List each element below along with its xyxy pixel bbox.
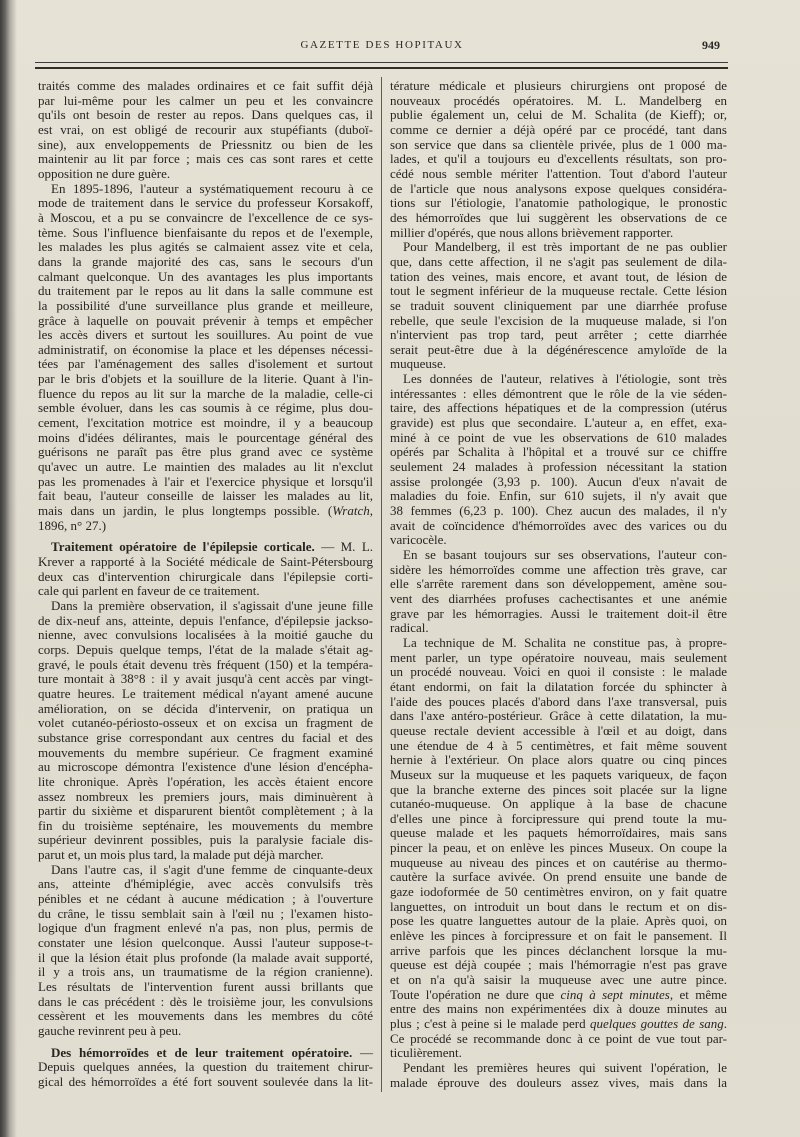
text-line: vent des diarrhées profuses cachectisantes et une anémie	[390, 590, 727, 606]
text-line: queuse rectale devient accessible à l'œil et au doigt, dans	[390, 722, 727, 738]
text-line: 1896, n° 27.)	[38, 517, 107, 533]
text-line: dans l'axe antéro-postérieur. Grâce à cette dilatation, la mu-	[390, 708, 727, 724]
text-line	[38, 504, 373, 519]
text-line: ment parler, un type opératoire nouveau, mais seulement	[390, 649, 727, 665]
text-line: Les données de l'auteur, relatives à l'étiologie, sont très	[403, 371, 727, 387]
text-line: cautère la surface avivée. On prend ensuite une bande de	[390, 869, 727, 885]
paragraph	[38, 599, 373, 863]
text-line: 38 femmes (6,23 p. 100). Chez aucun des malades, il n'y	[390, 503, 727, 519]
text-line: il que la lésion était plus profonde (la malade avait supporté,	[38, 949, 373, 965]
text-line: étant endormi, on fait la dilatation forcée du sphincter à	[390, 678, 727, 694]
text-line: maladies du foie. Enfin, sur 610 sujets, il n'y avait que	[390, 488, 727, 504]
text-line: logique d'un fragment enlevé n'a pas, non plus, permis de	[38, 920, 373, 936]
text-line: de l'article que nous analysons expose quelques considéra-	[390, 180, 727, 196]
text-segment: plus ; c'est à peine si le malade perd	[390, 1016, 590, 1031]
text-line: Dans la première observation, il s'agissait d'une jeune fille	[51, 597, 373, 613]
text-line: Les résultats de l'intervention furent aussi brillants que	[38, 979, 373, 995]
text-line: gauche revinrent peu à peu.	[38, 1023, 182, 1038]
text-line: se traduit souvent cliniquement par une diarrhée profuse	[390, 297, 727, 313]
text-line: qu'ils ont besoin de rester au repos. Dans quelques cas, il	[38, 107, 373, 123]
text-line: tème. Sous l'influence bienfaisante du repos et de l'exemple,	[38, 224, 373, 240]
text-segment: .	[723, 1016, 728, 1031]
text-line: semble évoluer, dans les cas soumis à ce régime, plus dou-	[38, 400, 373, 416]
text-line: les accès divers et surtout les souillures. Au point de vue	[38, 327, 373, 343]
text-line: nouveaux procédés opératoires. M. L. Mandelberg en	[390, 92, 727, 108]
paragraph	[38, 79, 373, 182]
text-line: constater une lésion quelconque. Aussi l'auteur suppose-t-	[38, 935, 373, 951]
text-line: grâce à laquelle on pouvait prévenir à temps et empêcher	[38, 312, 373, 328]
text-line: Ce procédé se recommande donc à ce point de vue tout par-	[390, 1030, 727, 1046]
text-line: La technique de M. Schalita ne constitue pas, à propre-	[403, 634, 727, 650]
text-line: Pour Mandelberg, il est très important de ne pas oublier	[403, 239, 727, 255]
text-line: que, dans cette affection, il ne s'agit pas seulement de dila-	[390, 253, 727, 269]
text-line: partir du sixième et disparurent bientôt complètement ; à la	[38, 803, 373, 819]
paragraph	[38, 540, 373, 599]
text-line: par lui-même pour les calmer un peu et les convaincre	[38, 92, 373, 108]
text-line: gravé, le pouls était devenu très fréquent (150) et la tempéra-	[38, 656, 373, 672]
text-line: serait peut-être due à la dégénérescence amyloïde de la	[390, 341, 727, 357]
text-line: la possibilité d'une surveillance plus grande et meilleure,	[38, 297, 373, 313]
text-line: de dix-neuf ans, atteinte, depuis l'enfance, d'épilepsie jackso-	[38, 612, 373, 628]
text-line: calmant quelconque. Un des avantages les plus importants	[38, 268, 373, 284]
text-segment: mais dans un jardin, le plus longtemps possible. (	[38, 503, 333, 519]
text-line: que la branche externe des pinces soit placée sur la ligne	[390, 781, 727, 797]
text-line: Depuis quelques années, la question du traitement chirur-	[38, 1059, 373, 1075]
paragraph	[38, 863, 373, 1039]
text-line: cessèrent et les mouvements dans les membres du côté	[38, 1008, 373, 1024]
text-line: Dans l'autre cas, il s'agit d'une femme de cinquante-deux	[51, 861, 373, 877]
text-line: hernie à l'extérieur. On place alors quatre ou cinq pinces	[390, 752, 727, 768]
text-segment: —	[352, 1044, 374, 1060]
text-line: supérieur devinrent possibles, puis la paralysie faciale dis-	[38, 832, 373, 848]
text-line: Pendant les premières heures qui suivent l'opération, le	[403, 1059, 727, 1075]
text-line: pose les quatre languettes autour de la plaie. Après quoi, on	[390, 913, 727, 929]
paragraph	[38, 182, 373, 534]
text-line: au microscope démontra l'existence d'une lésion d'encépha-	[38, 759, 373, 775]
text-line: rebelle, que seule l'excision de la muqueuse malade, si l'on	[390, 312, 727, 328]
text-line: miné à ce point de vue les observations de 610 malades	[390, 429, 727, 445]
text-line: parut et, un mois plus tard, la malade put déjà marcher.	[38, 847, 324, 863]
text-line: n'intervient pas trop tard, peut arrêter ; cette diarrhée	[390, 327, 727, 343]
text-line: elle s'arrête rarement dans son développement, amène sou-	[390, 576, 727, 592]
text-line: pénibles et ne cédant à aucune médication ; à l'ouverture	[38, 891, 373, 907]
text-line: mouvements du membre supérieur. Ce fragment examiné	[38, 744, 373, 760]
paragraph	[390, 548, 727, 636]
text-line: cement, l'excitation motrice est moindre, il y a beaucoup	[38, 415, 373, 431]
text-line: radical.	[390, 620, 429, 636]
text-line: cale qui parlent en faveur de ce traitement.	[38, 583, 260, 599]
text-line: est vrai, on est obligé de recourir aux stupéfiants (duboï-	[38, 121, 373, 137]
text-line: fluence du repos au lit sur la marche de la maladie, celle-ci	[38, 385, 373, 401]
text-line: avait de coïncidence d'hémorroïdes avec des varices ou du	[390, 517, 727, 533]
text-line: dans le cas précédent : dès le troisième jour, les convulsions	[38, 993, 373, 1009]
section-heading: Traitement opératoire de l'épilepsie corticale.	[51, 539, 315, 555]
text-line: pas les promenades à l'air et l'exercice physique et lorsqu'il	[38, 473, 373, 489]
italic-text: cinq à sept minutes	[560, 986, 670, 1002]
column-divider	[381, 77, 382, 1092]
text-line: maintenir au lit par force ; mais ces cas sont rares et cette	[38, 151, 373, 167]
text-line: arrive parfois que les pinces déclanchent lorsque la mu-	[390, 942, 727, 958]
italic-text: quelques gouttes de sang	[589, 1016, 724, 1031]
text-line: opérés par Schalita à l'hôpital et a trouvé sur ce chiffre	[390, 444, 727, 460]
text-line: queuse malade et les paquets hémorroïdaires, mais sans	[390, 825, 727, 841]
text-line: substance grise correspondant aux centres du facial et des	[38, 729, 373, 745]
text-line: fait beau, l'auteur conseille de laisser les malades au lit,	[38, 488, 373, 504]
text-segment: — M. L.	[314, 539, 374, 555]
text-line: administratif, on économise la place et les dépenses nécessi-	[38, 341, 373, 357]
text-line: seulement 24 malades à profession nécessitant la station	[390, 459, 727, 475]
column-left	[38, 79, 373, 1090]
text-line: du traitement par le repos au lit dans la salle commune est	[38, 283, 373, 299]
italic-text: Wratch	[332, 503, 370, 519]
text-line: par le bris d'objets et la souillure de la literie. Quant à l'in-	[38, 371, 373, 387]
text-line: un procédé nouveau. Voici en quoi il consiste : le malade	[390, 664, 727, 680]
text-line: languettes, on introduit un bout dans le rectum et on dis-	[390, 898, 727, 914]
text-line: lades, et qu'il a toujours eu d'excellents résultats, son pro-	[390, 151, 727, 167]
text-line: assise prolongée (3,93 p. 100). Aucun d'eux n'avait de	[390, 473, 727, 489]
text-line: entre des mains non expérimentées dix à douze minutes au	[390, 1001, 727, 1017]
text-line: guérisons ne paraît pas être plus grand avec ce système	[38, 444, 373, 460]
text-line: En se basant toujours sur ses observations, l'auteur con-	[403, 547, 727, 562]
text-line: à Moscou, et a pu se convaincre de l'excellence de ce sys-	[38, 209, 373, 225]
text-line: En 1895-1896, l'auteur a systématiquement recouru à ce	[51, 180, 373, 196]
text-line: Museux sur la muqueuse et les paquets variqueux, de façon	[390, 766, 727, 782]
text-line: lite chronique. Après l'opération, les accès étaient encore	[38, 773, 373, 789]
text-line: comme ce dernier a déjà opéré par ce procédé, tant dans	[390, 121, 727, 137]
text-line: tation des veines, mais encore, et avant tout, de lésion de	[390, 268, 727, 284]
paragraph	[38, 1046, 373, 1090]
text-line: grave par les hémorragies. Aussi le traitement doit-il être	[390, 605, 727, 621]
section-heading: Des hémorroïdes et de leur traitement opératoire.	[51, 1044, 353, 1060]
text-line: qu'avec un autre. Le maintien des malades au lit n'exclut	[38, 459, 373, 475]
text-line: ticulièrement.	[390, 1045, 462, 1061]
text-line: tées par l'aménagement des salles d'isolement et surtout	[38, 356, 373, 372]
text-line: et on n'a qu'à saisir la muqueuse avec une autre pince.	[390, 972, 727, 988]
text-line	[390, 1017, 727, 1032]
text-line: sine), aux enveloppements de Priessnitz ou bien de les	[38, 136, 373, 152]
page-number: 949	[702, 38, 720, 52]
text-line: mode de traitement dans le service du professeur Korsakoff,	[38, 195, 373, 211]
text-line: publie également un, celui de M. Schalita (de Kieff); or,	[390, 107, 727, 123]
text-line: gical des hémorroïdes a été fort souvent soulevée dans la lit-	[38, 1073, 373, 1089]
text-line: térature médicale et plusieurs chirurgiens ont proposé de	[390, 78, 727, 93]
text-line: deux cas d'intervention chirurgicale dans l'épilepsie corti-	[38, 568, 373, 584]
paragraph	[390, 372, 727, 548]
text-line	[38, 1046, 373, 1061]
text-line: amélioration, on se décida d'intervenir, on pratiqua un	[38, 700, 373, 716]
text-line: fin du troisième septénaire, les mouvements du membre	[38, 817, 373, 833]
text-line: sidère les hémorroïdes comme une affection très grave, car	[390, 561, 727, 577]
text-line: une étendue de 4 à 5 centimètres, et fait même souvent	[390, 737, 727, 753]
text-line: cédé nous semble mériter l'attention. Tout d'abord l'auteur	[390, 165, 727, 181]
paragraph	[390, 79, 727, 240]
text-line: dans la grande majorité des cas, sans le secours d'un	[38, 253, 373, 269]
text-line: quatre heures. Le traitement médical n'ayant amené aucune	[38, 685, 373, 701]
text-line: gravide) est plus que secondaire. L'auteur a, en effet, exa-	[390, 415, 727, 431]
text-line: traités comme des malades ordinaires et ce fait suffit déjà	[38, 78, 373, 93]
text-line: l'aide des pouces placés d'abord dans l'axe transversal, puis	[390, 693, 727, 709]
text-line: gaze iodoformée de 50 centimètres environ, on y fait quatre	[390, 884, 727, 900]
text-line: taire, des affections hépatiques et de la compression (utérus	[390, 400, 727, 416]
paragraph	[390, 1061, 727, 1090]
text-line	[38, 540, 373, 555]
text-line: opposition ne dure guère.	[38, 165, 171, 181]
text-line: des hémorroïdes que lui suggèrent les observations de ce	[390, 209, 727, 225]
text-line: muqueuse.	[390, 356, 446, 372]
text-line: tout le segment inférieur de la muqueuse rectale. Cette lésion	[390, 283, 727, 299]
running-head-title: GAZETTE DES HOPITAUX	[300, 39, 464, 51]
text-line: tions sur l'étiologie, l'anatomie pathologique, le pronostic	[390, 195, 727, 211]
text-line: du crâne, le tissu semblait sain à l'œil nu ; l'examen histo-	[38, 905, 373, 921]
text-line: intéressantes : elles démontrent que le rôle de la vie séden-	[390, 385, 727, 401]
text-line: millier d'opérés, que nous allons brièvement rapporter.	[390, 224, 674, 240]
text-line: varicocèle.	[390, 532, 447, 548]
text-line: ture montait à 38°8 : il y avait jusqu'à cent accès par vingt-	[38, 671, 373, 687]
header-rule-thick	[35, 67, 728, 69]
paragraph	[390, 240, 727, 372]
text-line: cutanéo-muqueuse. On applique à la base de chacune	[390, 796, 727, 812]
text-segment: ,	[369, 503, 373, 519]
text-line: les malades les plus agités se calmaient assez vite et cela,	[38, 239, 373, 255]
text-line	[390, 988, 727, 1003]
text-line: il y a trois ans, un traumatisme de la région cranienne).	[38, 964, 373, 980]
text-line: d'elles une pince à forcipressure qui prend toute la mu-	[390, 810, 727, 826]
text-line: Krever a rapporté à la Société médicale de Saint-Pétersbourg	[38, 554, 373, 569]
text-segment: Toute l'opération ne dure que	[390, 986, 561, 1002]
text-line: moins d'idées délirantes, mais le pourcentage général des	[38, 429, 373, 445]
text-segment: , et même	[669, 986, 727, 1002]
text-line: assez nombreux les premiers jours, mais diminuèrent à	[38, 788, 373, 804]
paragraph	[390, 636, 727, 1061]
text-line: volet cutanéo-périosto-osseux et on excisa un fragment de	[38, 715, 373, 731]
header-rule-thin	[35, 62, 728, 63]
text-line: corps. Depuis quelque temps, l'état de la malade s'était ag-	[38, 641, 373, 657]
text-line: nienne, avec convulsions localisées à la moitié gauche du	[38, 627, 373, 643]
text-line: muqueuse au niveau des pinces et on cautérise au thermo-	[390, 854, 727, 870]
text-line: enlève les pinces à forcipressure et on fait le pansement. Il	[390, 928, 727, 944]
text-line: queuse est déjà coupée ; mais l'hémorragie n'est pas grave	[390, 957, 727, 973]
text-line: ans, atteinte d'hémiplégie, avec accès convulsifs très	[38, 876, 373, 892]
text-line: pincer la peau, et on enlève les pinces Museux. On coupe la	[390, 840, 727, 856]
column-right	[390, 79, 727, 1090]
text-line: malade éprouve des douleurs assez vives, mais dans la	[390, 1074, 727, 1090]
text-line: son service que dans sa clientèle privée, plus de 1 000 ma-	[390, 136, 727, 152]
